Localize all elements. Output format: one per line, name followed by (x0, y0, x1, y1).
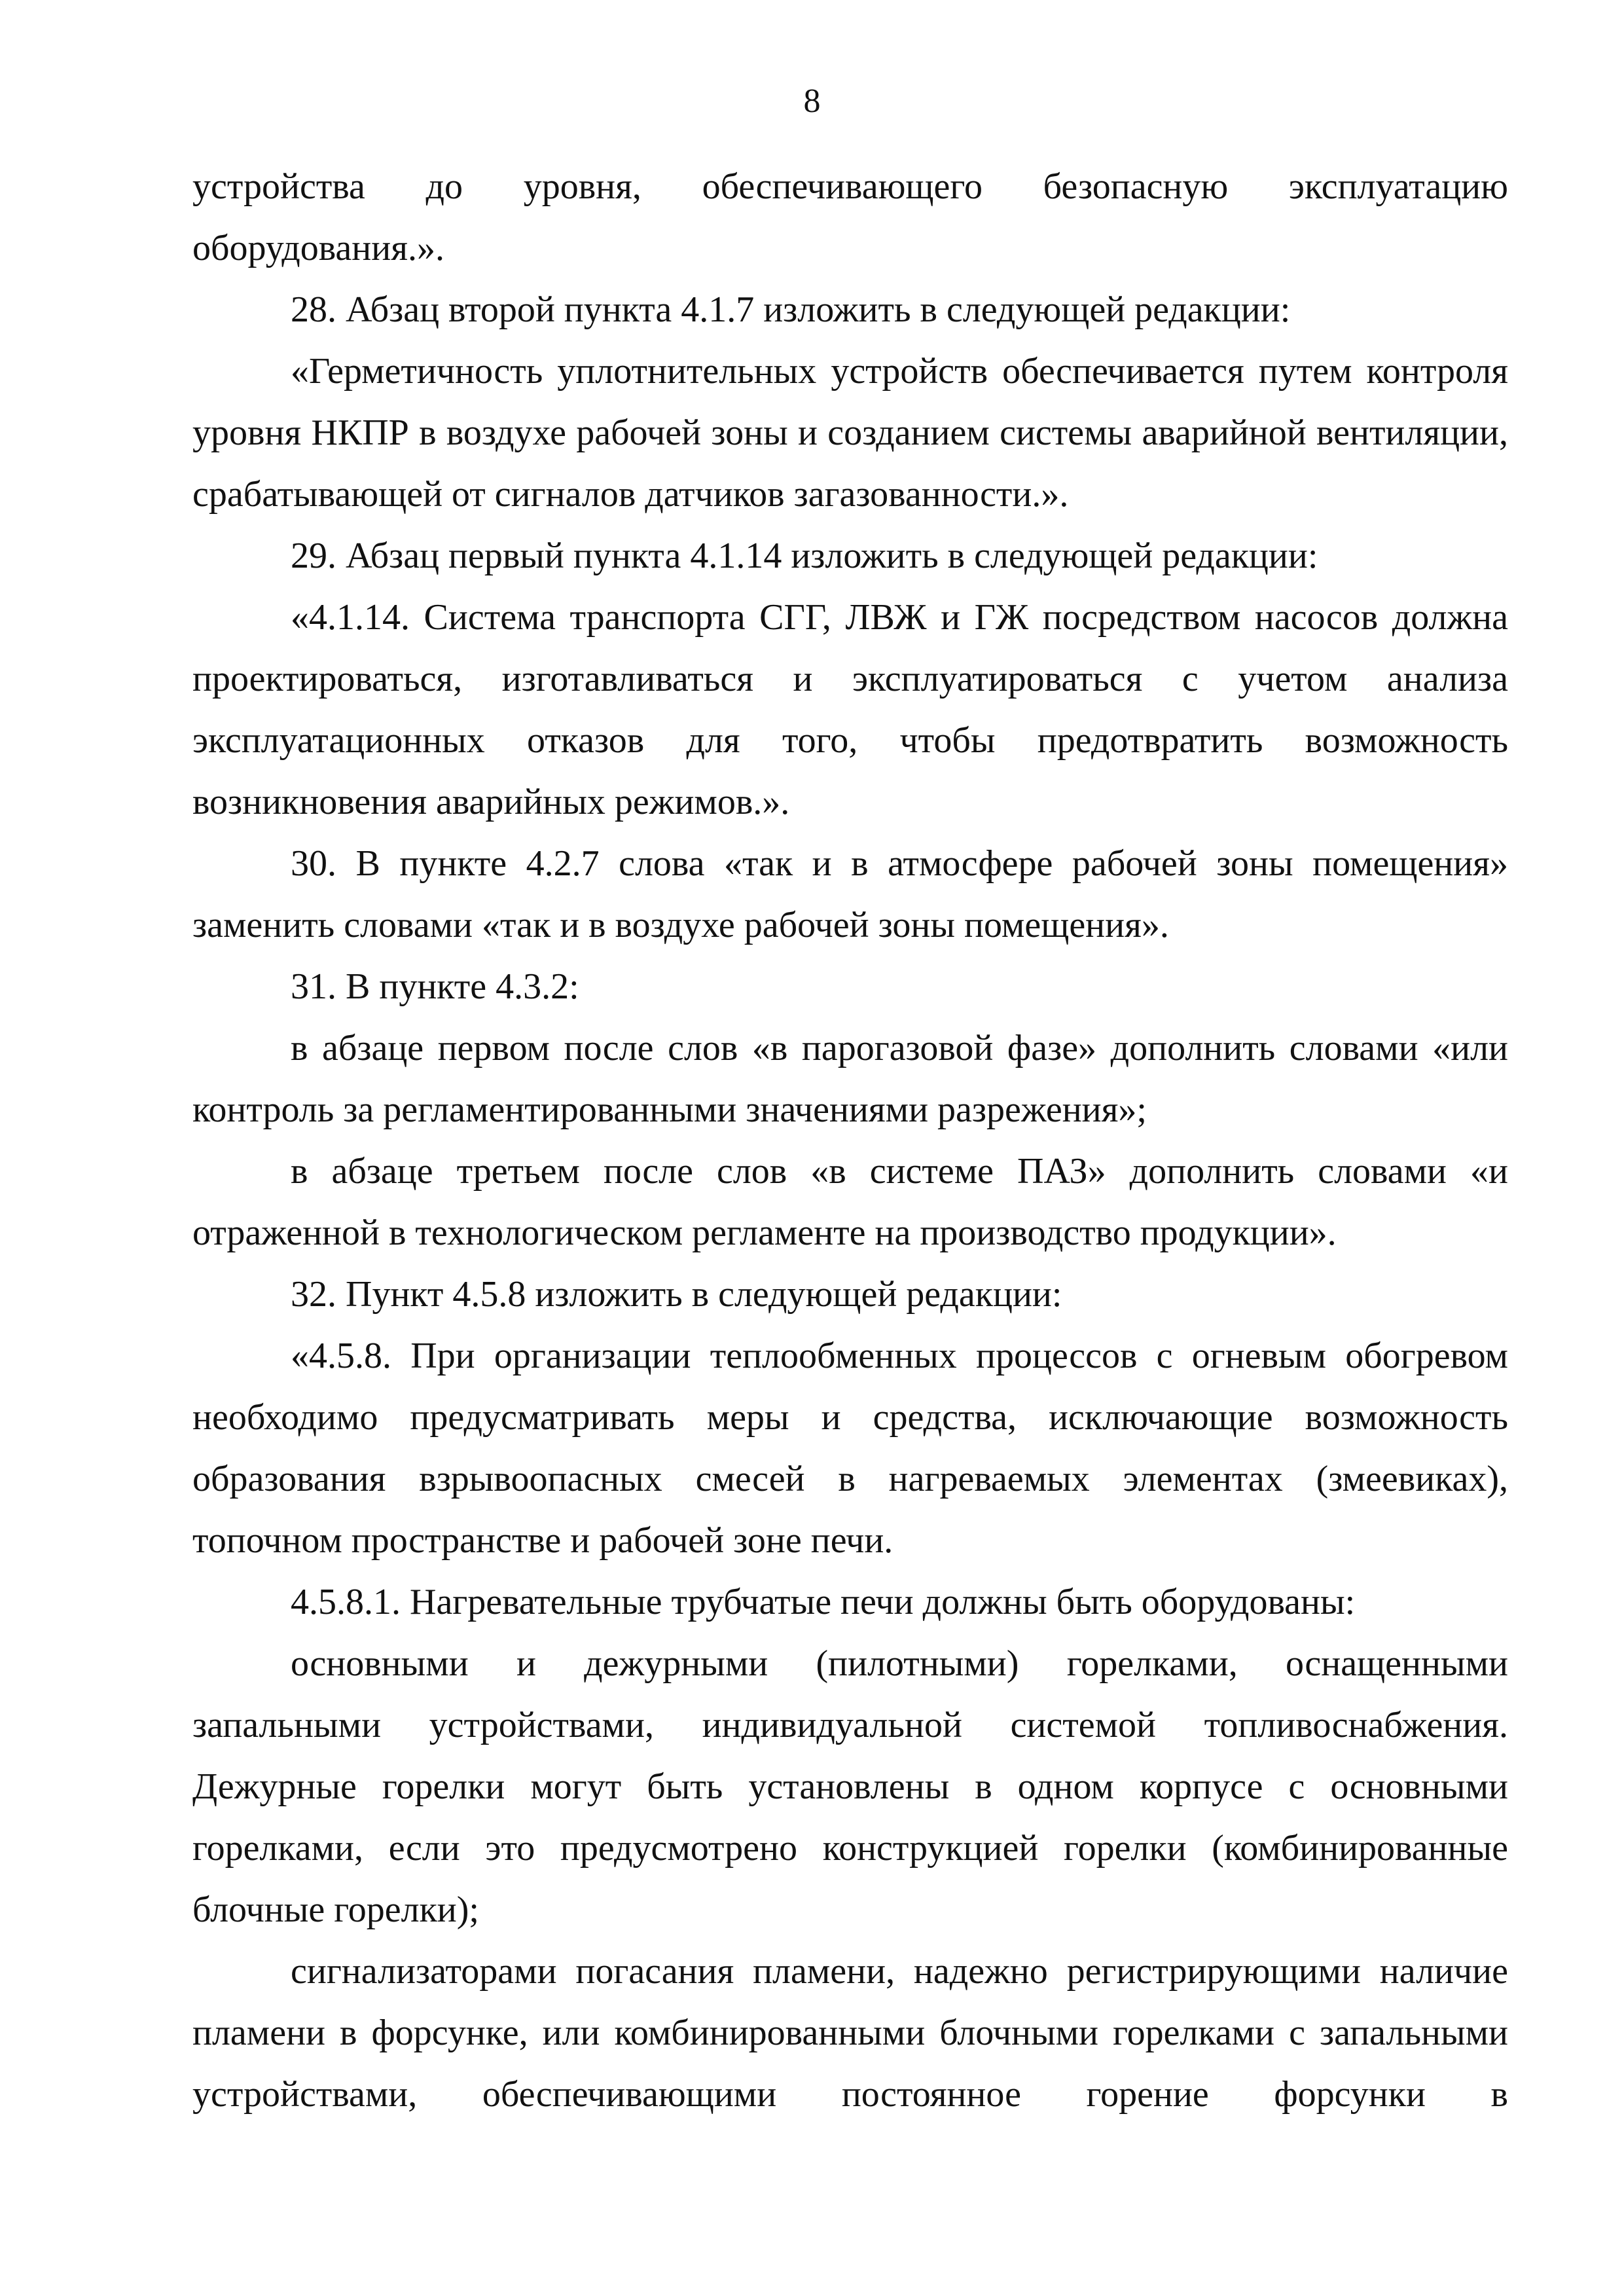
paragraph-9: в абзаце третьем после слов «в системе ПАЗ» дополнить словами «и отраженной в технологическом регламенте на производство продукции». (192, 1151, 1508, 1253)
paragraph-11: «4.5.8. При организации теплообменных процессов с огневым обогревом необходимо предусматривать меры и средства, исключающие возможность образования взрывоопасных смесей в нагреваемых элементах (змеевиках), топочном пространстве и рабочей зоне печи. (192, 1336, 1508, 1561)
document-body (192, 156, 1508, 2125)
paragraph-8: в абзаце первом после слов «в парогазовой фазе» дополнить словами «или контроль за регламентированными значениями разрежения»; (192, 1028, 1508, 1130)
paragraph-7: 31. В пункте 4.3.2: (291, 966, 579, 1007)
paragraph-4: 29. Абзац первый пункта 4.1.14 изложить в следующей редакции: (291, 536, 1318, 576)
paragraph-14: сигнализаторами погасания пламени, надежно регистрирующими наличие пламени в форсунке, или комбинированными блочными горелками с запальными устройствами, обеспечивающими постоянное горение форсунки в (192, 1951, 1508, 2115)
paragraph-13: основными и дежурными (пилотными) горелками, оснащенными запальными устройствами, индивидуальной системой топливоснабжения. Дежурные горелки могут быть установлены в одном корпусе с основными горелками, если это предусмотрено конструкцией горелки (комбинированные блочные горелки); (192, 1643, 1508, 1930)
paragraph-12: 4.5.8.1. Нагревательные трубчатые печи должны быть оборудованы: (291, 1582, 1356, 1622)
paragraph-6: 30. В пункте 4.2.7 слова «так и в атмосфере рабочей зоны помещения» заменить словами «так и в воздухе рабочей зоны помещения». (192, 843, 1508, 945)
paragraph-3: «Герметичность уплотнительных устройств обеспечивается путем контроля уровня НКПР в воздухе рабочей зоны и созданием системы аварийной вентиляции, срабатывающей от сигналов датчиков загазованности.». (192, 351, 1508, 515)
paragraph-10: 32. Пункт 4.5.8 изложить в следующей редакции: (291, 1274, 1062, 1315)
paragraph-1: устройства до уровня, обеспечивающего безопасную эксплуатацию оборудования.». (192, 166, 1508, 268)
page-number: 8 (803, 82, 821, 120)
paragraph-5: «4.1.14. Система транспорта СГГ, ЛВЖ и ГЖ посредством насосов должна проектироваться, изготавливаться и эксплуатироваться с учетом анализа эксплуатационных отказов для того, чтобы предотвратить возможность возникновения аварийных режимов.». (192, 597, 1508, 822)
paragraph-2: 28. Абзац второй пункта 4.1.7 изложить в следующей редакции: (291, 289, 1291, 330)
